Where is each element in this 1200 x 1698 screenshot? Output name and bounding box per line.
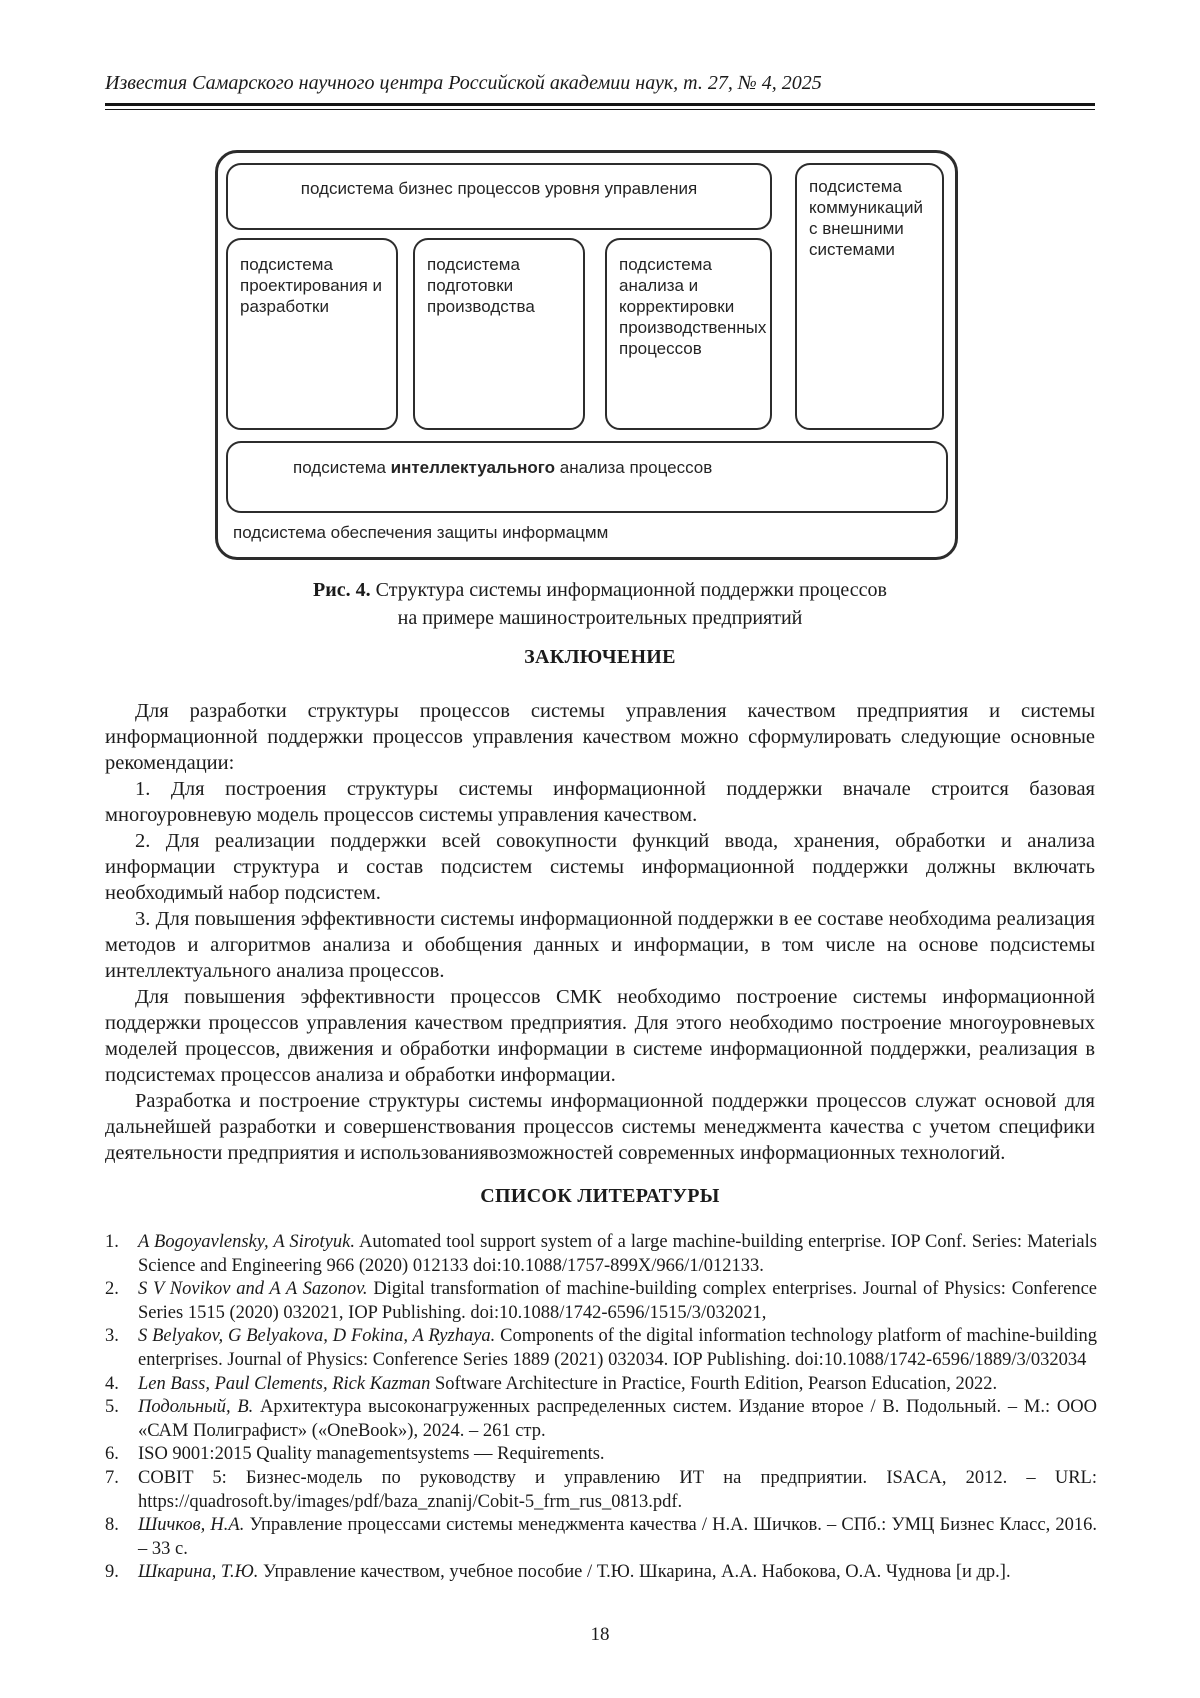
- box-design-development: подсистема проектирования и разработки: [226, 238, 398, 430]
- reference-number: 5.: [105, 1397, 119, 1418]
- reference-number: 8.: [105, 1515, 119, 1536]
- figure-caption-number: Рис. 4.: [313, 579, 371, 601]
- reference-item: [105, 1278, 1097, 1325]
- conclusion-paragraph: 3. Для повышения эффективности системы информационной поддержки в ее составе необходима реализация методов и алгоритмов анализа и обобщения данных и информации, в том числе на основе подсистемы интеллектуального анализа процессов.: [105, 908, 1095, 982]
- reference-text: S V Novikov and A A Sazonov. Digital transformation of machine-building complex enterprises. Journal of Physics: Conference Series 1515 (2020) 032021, IOP Publishing. doi:10.1088/1742-6596/1515/3/032021,: [138, 1279, 1097, 1323]
- conclusion-paragraph: Для повышения эффективности процессов СМК необходимо построение системы информационной поддержки процессов управления качеством предприятия. Для этого необходимо построение многоуровневых моделей процессов, движения и обработки информации в системе информационной поддержки, реализация в подсистемах процессов анализа и обработки информации.: [105, 986, 1095, 1086]
- reference-number: 3.: [105, 1326, 119, 1347]
- references-heading: СПИСОК ЛИТЕРАТУРЫ: [480, 1185, 720, 1207]
- conclusion-body: [105, 698, 1095, 1166]
- header-rule: [105, 103, 1095, 110]
- conclusion-heading: ЗАКЛЮЧЕНИЕ: [524, 646, 676, 668]
- box-external-communications: подсистема коммуникаций с внешними системами: [795, 163, 944, 430]
- reference-text: COBIT 5: Бизнес-модель по руководству и управлению ИТ на предприятии. ISACA, 2012. – URL: https://quadrosoft.by/images/pdf/baza_znanij/Cobit-5_frm_rus_0813.pdf.: [138, 1467, 1097, 1512]
- reference-text: Подольный, В. Архитектура высоконагруженных распределенных систем. Издание второе / В. Подольный. – М.: ООО «САМ Полиграфист» («OneBook»), 2024. – 261 стр.: [138, 1397, 1097, 1441]
- reference-text: A Bogoyavlensky, A Sirotyuk. Automated tool support system of a large machine-building enterprise. IOP Conf. Series: Materials Science and Engineering 966 (2020) 012133 doi:10.1088/1757-899X/966/1/012133.: [138, 1232, 1097, 1276]
- reference-number: 7.: [105, 1467, 119, 1488]
- figure-4-diagram: [215, 150, 958, 560]
- box-information-security-label: подсистема обеспечения защиты информацмм: [233, 523, 609, 542]
- figure-caption-text: Структура системы информационной поддержки процессов: [370, 579, 887, 601]
- reference-number: 6.: [105, 1444, 119, 1465]
- reference-number: 2.: [105, 1279, 119, 1300]
- reference-item: [105, 1396, 1097, 1443]
- reference-number: 9.: [105, 1562, 119, 1583]
- conclusion-paragraph: 2. Для реализации поддержки всей совокупности функций ввода, хранения, обработки и анализа информации структура и состав подсистем системы информационной поддержки должны включать необходимый набор подсистем.: [105, 830, 1095, 904]
- journal-running-head: Известия Самарского научного центра Российской академии наук, т. 27, № 4, 2025: [105, 72, 822, 94]
- intel-label-bold: интеллектуального: [390, 458, 556, 477]
- reference-item: [105, 1514, 1097, 1561]
- reference-item: [105, 1561, 1097, 1585]
- references-list: [105, 1231, 1097, 1585]
- conclusion-paragraph: Для разработки структуры процессов системы управления качеством предприятия и системы информационной поддержки процессов управления качеством можно сформулировать следующие основные рекомендации:: [105, 700, 1095, 774]
- box-intellectual-analysis: [226, 441, 948, 513]
- reference-number: 4.: [105, 1373, 119, 1394]
- conclusion-paragraph: 1. Для построения структуры системы информационной поддержки вначале строится базовая многоуровневую модель процессов системы управления качеством.: [105, 778, 1095, 826]
- box-production-preparation: подсистема подготовки производства: [413, 238, 585, 430]
- reference-text: Шкарина, Т.Ю. Управление качеством, учебное пособие / Т.Ю. Шкарина, А.А. Набокова, О.А. Чуднова [и др.].: [138, 1562, 1011, 1583]
- reference-item: [105, 1231, 1097, 1278]
- intel-label-prefix: подсистема: [293, 458, 391, 477]
- reference-item: [105, 1325, 1097, 1372]
- figure-caption-line1: [105, 576, 1095, 604]
- intel-label-suffix: анализа процессов: [555, 458, 713, 477]
- reference-text: Len Bass, Paul Clements, Rick Kazman Software Architecture in Practice, Fourth Edition, Pearson Education, 2022.: [138, 1373, 998, 1394]
- conclusion-paragraph: Разработка и построение структуры системы информационной поддержки процессов служат основой для дальнейшей разработки и совершенствования процессов системы менеджмента качества с учетом специфики деятельности предприятия и использованиявозможностей современных информационных технологий.: [105, 1090, 1095, 1164]
- box-analysis-correction: подсистема анализа и корректировки производственных процессов: [605, 238, 772, 430]
- reference-item: [105, 1443, 1097, 1467]
- page-number: 18: [590, 1624, 610, 1645]
- reference-text: S Belyakov, G Belyakova, D Fokina, A Ryzhaya. Components of the digital information technology platform of machine-building enterprises. Journal of Physics: Conference Series 1889 (2021) 032034. IOP Publishing. doi:10.1088/1742-6596/1889/3/032034: [138, 1326, 1098, 1370]
- box-business-processes: подсистема бизнес процессов уровня управления: [226, 163, 772, 230]
- reference-text: ISO 9001:2015 Quality managementsystems — Requirements.: [138, 1444, 605, 1465]
- reference-text: Шичков, Н.А. Управление процессами системы менеджмента качества / Н.А. Шичков. – СПб.: УМЦ Бизнес Класс, 2016. – 33 с.: [138, 1515, 1097, 1559]
- figure-caption-line2: на примере машиностроительных предприятий: [397, 607, 803, 629]
- figure-caption: [105, 576, 1095, 632]
- reference-item: [105, 1373, 1097, 1397]
- reference-number: 1.: [105, 1232, 119, 1252]
- reference-item: [105, 1467, 1097, 1514]
